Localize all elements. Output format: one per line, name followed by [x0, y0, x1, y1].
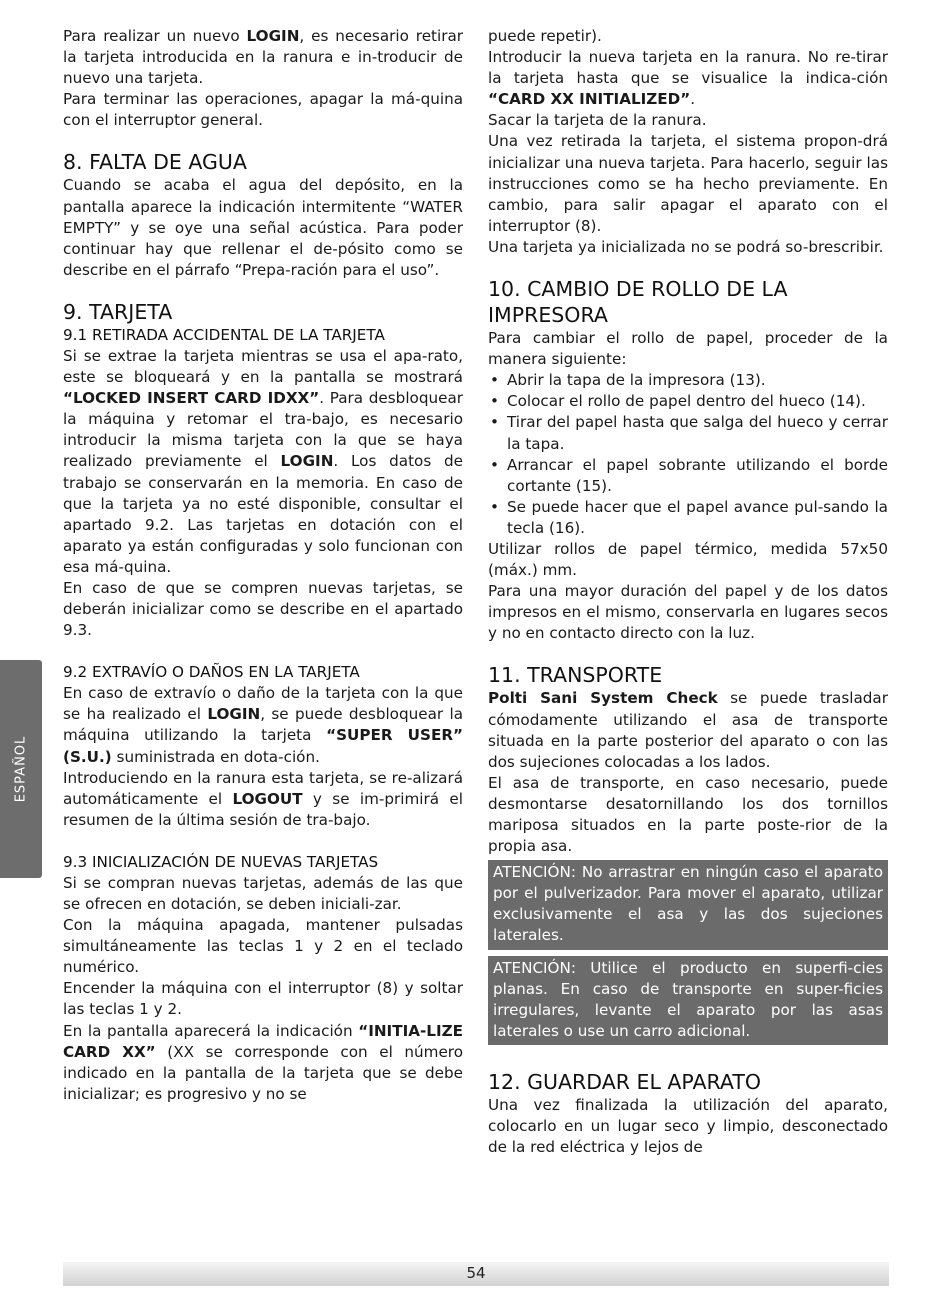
section-8-paragraph: Cuando se acaba el agua del depósito, en la pantalla aparece la indicación intermitente “WATER EMPTY” y se oye una señal acústica. Para poder continuar hay que rellenar el de-pósito como se describe en el párrafo “Prepa-ración para el uso”.	[63, 176, 463, 279]
page-footer	[63, 1262, 889, 1286]
section-9-3-paragraph-1: Si se compran nuevas tarjetas, además de las que se ofrecen en dotación, se deben iniciali-zar.	[63, 873, 463, 913]
section-10-title: 10. CAMBIO DE ROLLO DE LA IMPRESORA	[488, 277, 788, 328]
text-run: .	[690, 90, 696, 109]
left-column	[63, 26, 463, 1105]
warning-box-1	[488, 860, 888, 949]
section-9-title: 9. TARJETA	[63, 299, 173, 324]
section-9-3-paragraph-2: Con la máquina apagada, mantener pulsadas simultáneamente las teclas 1 y 2 en el teclado numérico.	[63, 916, 463, 977]
section-10-paragraph-3: Para una mayor duración del papel y de los datos impresos en el mismo, conservarla en lugares secos y no en contacto directo con la luz.	[488, 582, 888, 643]
brand-name: Polti Sani System Check	[488, 689, 718, 708]
continued-paragraph-3: Sacar la tarjeta de la ranura.	[488, 111, 707, 130]
section-9-3-title: 9.3 INICIALIZACIÓN DE NUEVAS TARJETAS	[63, 852, 379, 871]
list-item: • Abrir la tapa de la impresora (13).	[488, 370, 888, 391]
text-run: , se puede desbloquear la máquina utilizando la tarjeta	[63, 705, 463, 745]
section-9-1-paragraph-1	[63, 346, 463, 578]
warning-text: No arrastrar en ningún caso el aparato por el pulverizador. Para mover el aparato, utilizar exclusivamente el asa y las dos sujeciones laterales.	[493, 863, 883, 945]
locked-message: “LOCKED INSERT CARD IDXX”	[63, 389, 320, 408]
section-9-3-paragraph-4	[63, 1021, 463, 1105]
section-12-paragraph: Una vez finalizada la utilización del aparato, colocarlo en un lugar seco y limpio, desconectado de la red eléctrica y lejos de	[488, 1095, 888, 1157]
section-9-2-paragraph-1	[63, 683, 463, 767]
text-run: Para realizar un nuevo	[63, 27, 247, 45]
card-initialized-message: “CARD XX INITIALIZED”	[488, 90, 691, 109]
list-item: • Colocar el rollo de papel dentro del hueco (14).	[488, 391, 888, 412]
text-run: y se im-primirá el resumen de la última sesión de tra-bajo.	[63, 789, 463, 829]
warning-box-2	[488, 956, 888, 1045]
super-user-term: “SUPER USER” (S.U.)	[63, 726, 464, 766]
list-item: • Arrancar el papel sobrante utilizando el borde cortante (15).	[488, 455, 888, 497]
section-12-title: 12. GUARDAR EL APARATO	[488, 1069, 761, 1094]
initialize-message: “INITIA-LIZE CARD XX”	[63, 1021, 463, 1061]
text-run: . Para desbloquear la máquina y retomar el tra-bajo, es necesario introducir la misma tarjeta con la que se haya realizado previamente el	[63, 389, 463, 471]
text-run: se puede trasladar cómodamente utilizando el asa de transporte situada en la parte posterior del aparato o con las dos sujeciones colocadas a los lados.	[488, 689, 888, 771]
section-11-paragraph-1	[488, 688, 888, 772]
text-run: En la pantalla aparecerá la indicación	[63, 1021, 359, 1040]
continued-paragraph-1: puede repetir).	[488, 27, 602, 45]
text-run: Si se extrae la tarjeta mientras se usa el apa-rato, este se bloqueará y en la pantalla se mostrará	[63, 346, 463, 387]
warning-text: Utilice el producto en superfi-cies planas. En caso de transporte en super-ficies irregulares, levante el aparato por las asas laterales o use un carro adicional.	[493, 958, 883, 1040]
section-10-paragraph-2: Utilizar rollos de papel térmico, medida 57x50 (máx.) mm.	[488, 539, 888, 580]
section-8-title: 8. FALTA DE AGUA	[63, 150, 247, 175]
section-9-2-title: 9.2 EXTRAVÍO O DAÑOS EN LA TARJETA	[63, 663, 360, 682]
section-9-3-paragraph-3: Encender la máquina con el interruptor (8) y soltar las teclas 1 y 2.	[63, 979, 463, 1019]
text-run: Introducir la nueva tarjeta en la ranura. No re-tirar la tarjeta hasta que se visualice la indica-ción	[488, 48, 888, 88]
section-11-paragraph-2: El asa de transporte, en caso necesario, puede desmontarse desatornillando los dos tornillos mariposa situados en la parte poste-rior de la propia asa.	[488, 773, 888, 856]
login-term: LOGIN	[280, 452, 334, 471]
page-number: 54	[466, 1264, 486, 1282]
section-10-list	[488, 370, 888, 539]
warning-label: ATENCIÓN:	[493, 863, 576, 882]
right-column	[488, 26, 888, 1158]
language-label: ESPAÑOL	[13, 735, 29, 803]
text-run: . Los datos de trabajo se conservarán en la memoria. En caso de que la tarjeta ya no esté disponible, consultar el apartado 9.2. Las tarjetas en dotación con el aparato ya están configuradas y solo funcionan con esa má-quina.	[63, 452, 463, 576]
list-item: • Se puede hacer que el papel avance pul-sando la tecla (16).	[488, 497, 888, 539]
section-11-title: 11. TRANSPORTE	[488, 663, 663, 688]
continued-paragraph-2	[488, 47, 888, 110]
list-item: • Tirar del papel hasta que salga del hueco y cerrar la tapa.	[488, 412, 888, 454]
intro-paragraph-1	[63, 26, 463, 89]
section-9-1-paragraph-2: En caso de que se compren nuevas tarjetas, se deberán inicializar como se describe en el apartado 9.3.	[63, 578, 463, 640]
section-9-1-title: 9.1 RETIRADA ACCIDENTAL DE LA TARJETA	[63, 325, 385, 344]
intro-paragraph-2: Para terminar las operaciones, apagar la má-quina con el interruptor general.	[63, 90, 463, 130]
text-run: , es necesario retirar la tarjeta introducida en la ranura e in-troducir de nuevo una tarjeta.	[63, 27, 464, 88]
section-9-2-paragraph-2	[63, 768, 463, 831]
warning-label: ATENCIÓN:	[493, 958, 576, 977]
text-run: Introduciendo en la ranura esta tarjeta, se re-alizará automáticamente el	[63, 768, 463, 808]
text-run: suministrada en dota-ción.	[111, 747, 320, 766]
section-10-paragraph-1: Para cambiar el rollo de papel, proceder de la manera siguiente:	[488, 329, 888, 369]
continued-paragraph-4: Una vez retirada la tarjeta, el sistema propon-drá inicializar una nueva tarjeta. Para hacerlo, seguir las instrucciones como se ha hecho previamente. En cambio, para salir apagar el aparato con el interruptor (8).	[488, 132, 888, 235]
language-side-tab	[0, 660, 42, 878]
logout-term: LOGOUT	[232, 789, 303, 808]
continued-paragraph-5: Una tarjeta ya inicializada no se podrá so-brescribir.	[488, 237, 884, 256]
login-term: LOGIN	[207, 705, 261, 724]
text-run: En caso de extravío o daño de la tarjeta con la que se ha realizado el	[63, 684, 463, 724]
login-term: LOGIN	[246, 27, 300, 45]
text-run: (XX se corresponde con el número indicado en la pantalla de la tarjeta que se debe inicializar; es progresivo y no se	[63, 1042, 463, 1103]
